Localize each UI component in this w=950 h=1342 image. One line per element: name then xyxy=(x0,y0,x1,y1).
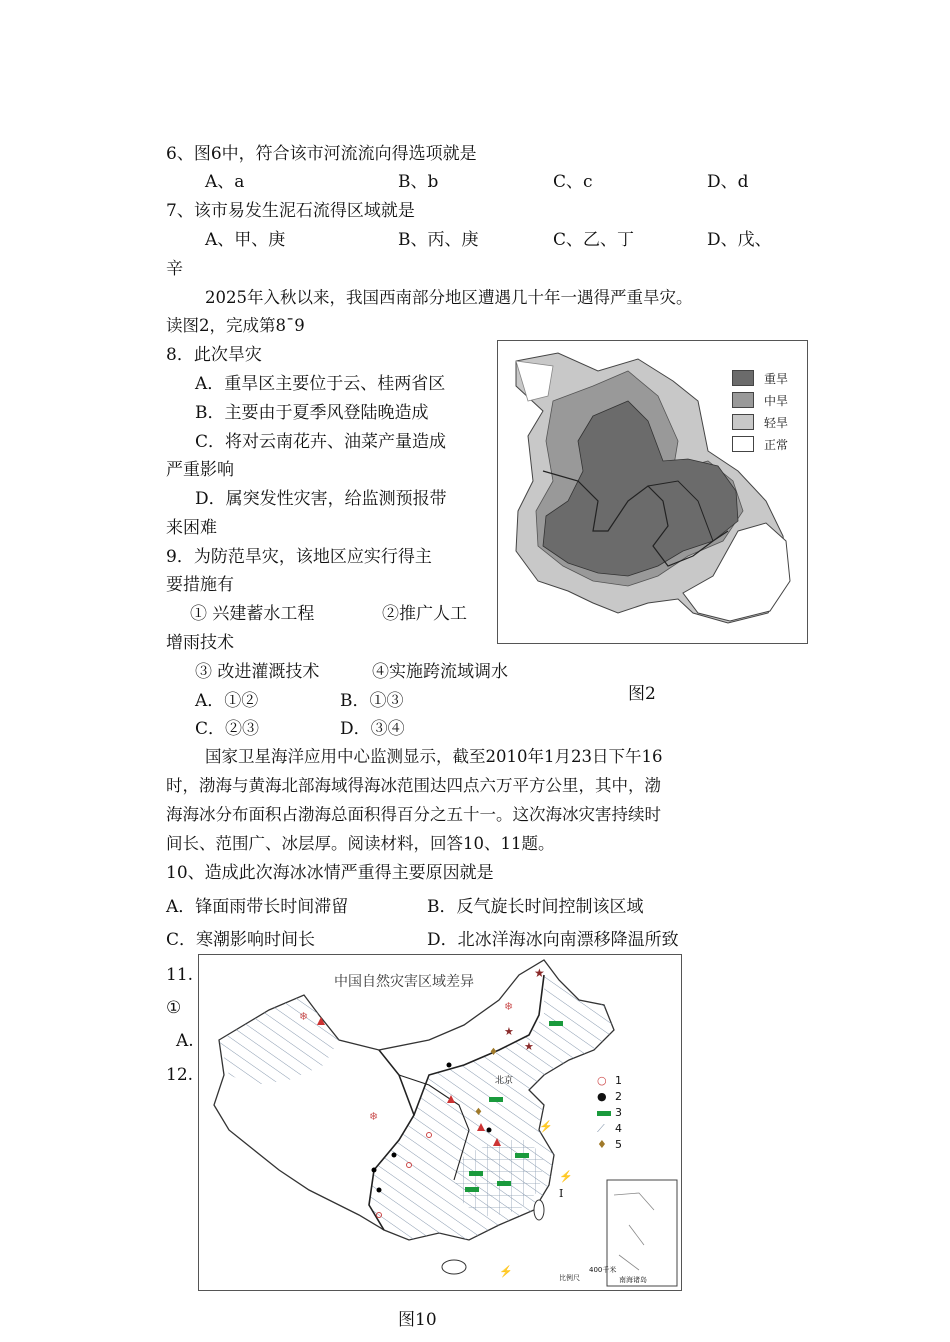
marker-star: ★ xyxy=(524,1040,534,1053)
legend-label-4: 4 xyxy=(615,1122,622,1135)
q9-option-c: C．②③ xyxy=(195,719,260,739)
q9-measure-1: ① 兴建蓄水工程 xyxy=(190,604,315,624)
marker-green-bar xyxy=(469,1171,483,1176)
marker-star: ★ xyxy=(504,1025,514,1038)
marker-snowflake: ❄ xyxy=(299,1010,309,1023)
q7-wrap: 辛 xyxy=(166,259,183,279)
map-title: 中国自然灾害区域差异 xyxy=(334,974,474,990)
q9-stem-wrap: 要措施有 xyxy=(166,575,234,595)
legend-row-4 xyxy=(597,1121,622,1137)
q11-stem: 11. xyxy=(166,965,194,985)
q8-option-d-wrap: 来困难 xyxy=(166,518,217,538)
marker-green-bar xyxy=(465,1187,479,1192)
q8-option-c: C．将对云南花卉、油菜产量造成 xyxy=(195,432,447,452)
legend-label-medium: 中旱 xyxy=(764,393,789,408)
legend-row-3 xyxy=(597,1105,622,1121)
q9-measure-4: ④实施跨流域调水 xyxy=(372,662,508,682)
hainan-shape xyxy=(442,1260,466,1274)
q6-option-b: B、b xyxy=(398,172,439,192)
inset-label: 南海诸岛 xyxy=(619,1276,647,1284)
q7-option-a: A、甲、庚 xyxy=(205,230,286,250)
legend-medium xyxy=(732,389,788,411)
q6-stem: 6、图6中，符合该市河流流向得选项就是 xyxy=(166,144,477,164)
legend-circle-icon: ○ xyxy=(597,1074,607,1087)
marker-snowflake: ❄ xyxy=(369,1110,379,1123)
label-roman-i: I xyxy=(559,1187,564,1200)
q9-measure-2: ②推广人工 xyxy=(382,604,467,624)
marker-diamond: ♦ xyxy=(489,1047,498,1058)
q8-option-b: B．主要由于夏季风登陆晚造成 xyxy=(195,403,429,423)
q11-option: A. xyxy=(176,1031,194,1051)
q8-option-d: D．属突发性灾害，给监测预报带 xyxy=(195,489,447,509)
q9-stem: 9．为防范旱灾，该地区应实行得主 xyxy=(166,547,432,567)
q6-option-d: D、d xyxy=(707,172,749,192)
figure-2-drought-map xyxy=(497,340,808,644)
q12-stem: 12. xyxy=(166,1065,194,1085)
marker-green-bar xyxy=(489,1097,503,1102)
marker-dot xyxy=(372,1168,377,1173)
legend-label-1: 1 xyxy=(615,1074,622,1087)
legend-label-3: 3 xyxy=(615,1106,622,1119)
marker-green-bar xyxy=(549,1021,563,1026)
marker-lightning: ⚡ xyxy=(559,1170,573,1183)
drought-legend xyxy=(732,367,788,455)
figure-10-caption: 图10 xyxy=(398,1310,437,1330)
taiwan-shape xyxy=(534,1200,544,1220)
figure-10-disaster-map xyxy=(198,954,682,1291)
sea-ice-line1: 国家卫星海洋应用中心监测显示，截至2010年1月23日下午16 xyxy=(205,747,663,766)
q9-measure-3: ③ 改进灌溉技术 xyxy=(195,662,320,682)
legend-label-light: 轻旱 xyxy=(764,415,789,430)
legend-row-1 xyxy=(597,1073,622,1089)
q9-measure-2-wrap: 增雨技术 xyxy=(166,633,234,653)
q9-option-a: A．①② xyxy=(195,691,259,711)
q10-option-d: D．北冰洋海冰向南漂移降温所致 xyxy=(427,930,679,950)
legend-label-5: 5 xyxy=(615,1138,622,1151)
q10-stem: 10、造成此次海冰冰情严重得主要原因就是 xyxy=(166,863,494,883)
q8-stem: 8．此次旱灾 xyxy=(166,345,262,365)
legend-light xyxy=(732,411,788,433)
legend-swatch-normal xyxy=(732,436,754,452)
legend-swatch-medium xyxy=(732,392,754,408)
q7-option-d: D、戊、 xyxy=(707,230,772,250)
q9-option-b: B．①③ xyxy=(340,691,404,711)
scale-value: 400千米 xyxy=(589,1266,617,1274)
q10-option-a: A．锋面雨带长时间滞留 xyxy=(166,897,349,917)
marker-lightning: ⚡ xyxy=(539,1120,553,1133)
legend-heavy xyxy=(732,367,788,389)
sea-ice-line2: 时，渤海与黄海北部海域得海冰范围达四点六万平方公里，其中，渤 xyxy=(166,776,661,795)
q9-option-d: D．③④ xyxy=(340,719,405,739)
sea-ice-line3: 海海冰分布面积占渤海总面积得百分之五十一。这次海冰灾害持续时 xyxy=(166,805,661,824)
legend-hatch-icon: ⟋ xyxy=(597,1122,605,1135)
q11-item: ① xyxy=(166,998,182,1018)
marker-green-bar xyxy=(515,1153,529,1158)
legend-label-2: 2 xyxy=(615,1090,622,1103)
legend-swatch-heavy xyxy=(732,370,754,386)
legend-normal xyxy=(732,433,788,455)
drought-intro-line1: 2025年入秋以来，我国西南部分地区遭遇几十年一遇得严重旱灾。 xyxy=(205,288,693,307)
q6-option-c: C、c xyxy=(553,172,593,192)
sea-ice-line4: 间长、范围广、冰层厚。阅读材料，回答10、11题。 xyxy=(166,834,555,853)
marker-green-bar xyxy=(497,1181,511,1186)
marker-dot xyxy=(392,1153,397,1158)
q7-stem: 7、该市易发生泥石流得区域就是 xyxy=(166,201,415,221)
legend-dot-icon: ● xyxy=(597,1090,607,1103)
q8-option-c-wrap: 严重影响 xyxy=(166,460,234,480)
q7-option-b: B、丙、庚 xyxy=(398,230,479,250)
marker-diamond: ♦ xyxy=(474,1107,483,1118)
q6-option-a: A、a xyxy=(205,172,245,192)
legend-swatch-light xyxy=(732,414,754,430)
marker-lightning: ⚡ xyxy=(499,1265,513,1278)
drought-intro-line2: 读图2，完成第8¯9 xyxy=(166,316,305,335)
marker-dot xyxy=(487,1128,492,1133)
legend-row-2 xyxy=(597,1089,622,1105)
marker-snowflake: ❄ xyxy=(504,1000,514,1013)
q7-option-c: C、乙、丁 xyxy=(553,230,635,250)
legend-diamond-icon: ♦ xyxy=(597,1138,607,1151)
legend-row-5 xyxy=(597,1137,622,1153)
label-beijing: 北京 xyxy=(495,1076,514,1086)
disaster-legend xyxy=(597,1073,622,1153)
q10-option-b: B．反气旋长时间控制该区域 xyxy=(427,897,644,917)
scale-label: 比例尺 xyxy=(559,1274,580,1282)
legend-green-bar-icon xyxy=(597,1111,611,1116)
marker-star: ★ xyxy=(534,966,545,980)
legend-label-normal: 正常 xyxy=(764,437,789,452)
legend-label-heavy: 重旱 xyxy=(764,371,789,386)
q10-option-c: C．寒潮影响时间长 xyxy=(166,930,316,950)
q8-option-a: A．重旱区主要位于云、桂两省区 xyxy=(195,374,446,394)
marker-dot xyxy=(447,1063,452,1068)
marker-dot xyxy=(377,1188,382,1193)
figure-2-caption: 图2 xyxy=(628,684,656,704)
